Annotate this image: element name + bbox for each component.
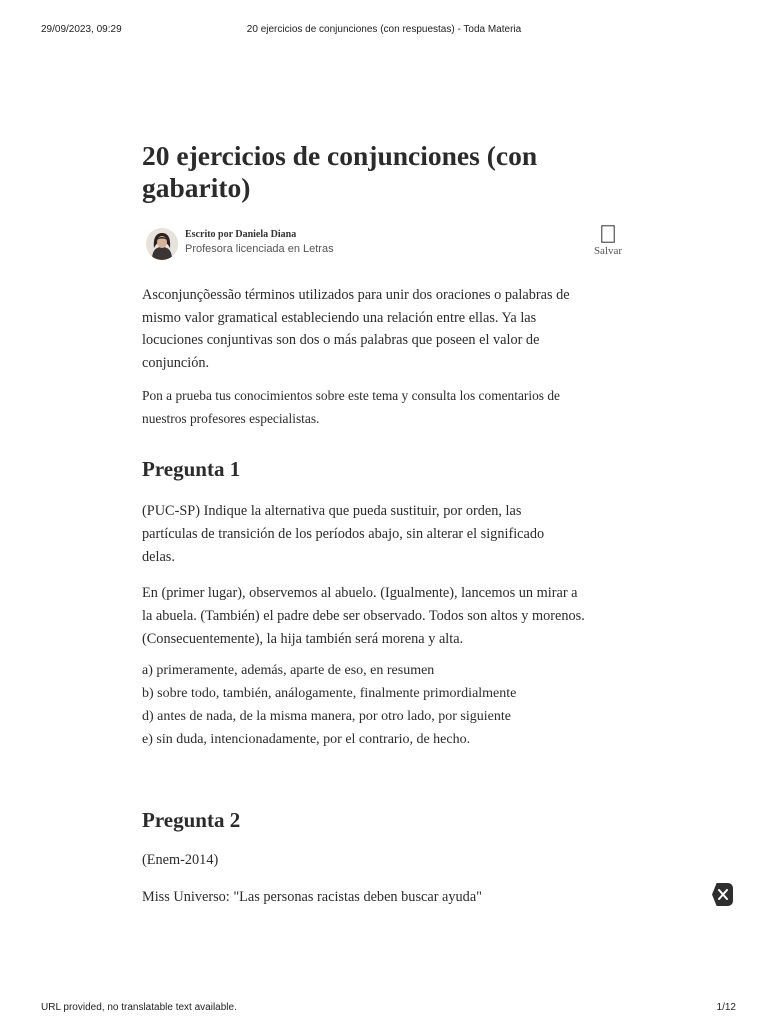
- close-icon: [718, 889, 728, 900]
- save-button[interactable]: [588, 225, 628, 257]
- option-a: a) primeramente, además, aparte de eso, en resumen: [142, 663, 435, 679]
- intro-paragraph-2: Pon a prueba tus conocimientos sobre este tema y consulta los comentarios de nuestros profesores especialistas.: [142, 387, 560, 426]
- intro-paragraph-1: Asconjunçõessão términos utilizados para unir dos oraciones o palabras de mismo valor gramatical estableciendo una relación entre ellas. Ya las locuciones conjuntivas son dos o más palabras que poseen el valor de conjunción.: [142, 287, 570, 372]
- print-datetime: 29/09/2023, 09:29: [41, 24, 122, 35]
- bookmark-icon: [601, 225, 615, 243]
- question-2-heading: Pregunta 2: [142, 808, 241, 833]
- question-1-passage: En (primer lugar), observemos al abuelo. (Igualmente), lancemos un mirar a la abuela. (También) el padre debe ser observado. Todos son altos y morenos. (Consecuentemente), la hija también será morena y alta.: [142, 585, 585, 647]
- print-footer: [41, 1002, 736, 1016]
- print-page-number: 1/12: [716, 1002, 736, 1013]
- question-1-prompt: (PUC-SP) Indique la alternativa que pueda sustituir, por orden, las partículas de transición de los períodos abajo, sin alterar el significado delas.: [142, 503, 545, 565]
- question-1-heading: Pregunta 1: [142, 457, 241, 482]
- option-d: d) antes de nada, de la misma manera, por otro lado, por siguiente: [142, 708, 511, 724]
- close-button[interactable]: [712, 883, 733, 906]
- question-1-options: [142, 660, 522, 751]
- question-2-source: (Enem-2014): [142, 852, 219, 869]
- author-name[interactable]: Escrito por Daniela Diana: [185, 229, 297, 240]
- article-title: 20 ejercicios de conjunciones (con gabarito): [142, 140, 538, 203]
- option-e: e) sin duda, intencionadamente, por el contrario, de hecho.: [142, 731, 471, 747]
- save-label: Salvar: [593, 245, 623, 257]
- option-b: b) sobre todo, también, análogamente, finalmente primordialmente: [142, 686, 517, 702]
- question-2-quote: Miss Universo: "Las personas racistas deben buscar ayuda": [142, 888, 483, 905]
- print-header: [41, 24, 727, 38]
- print-url-note: URL provided, no translatable text available.: [41, 1002, 237, 1013]
- author-role: Profesora licenciada en Letras: [185, 243, 334, 255]
- print-page-title: 20 ejercicios de conjunciones (con respuestas) - Toda Materia: [246, 24, 522, 35]
- article: [142, 140, 623, 909]
- author-avatar: [146, 228, 178, 260]
- author-row: [142, 226, 623, 270]
